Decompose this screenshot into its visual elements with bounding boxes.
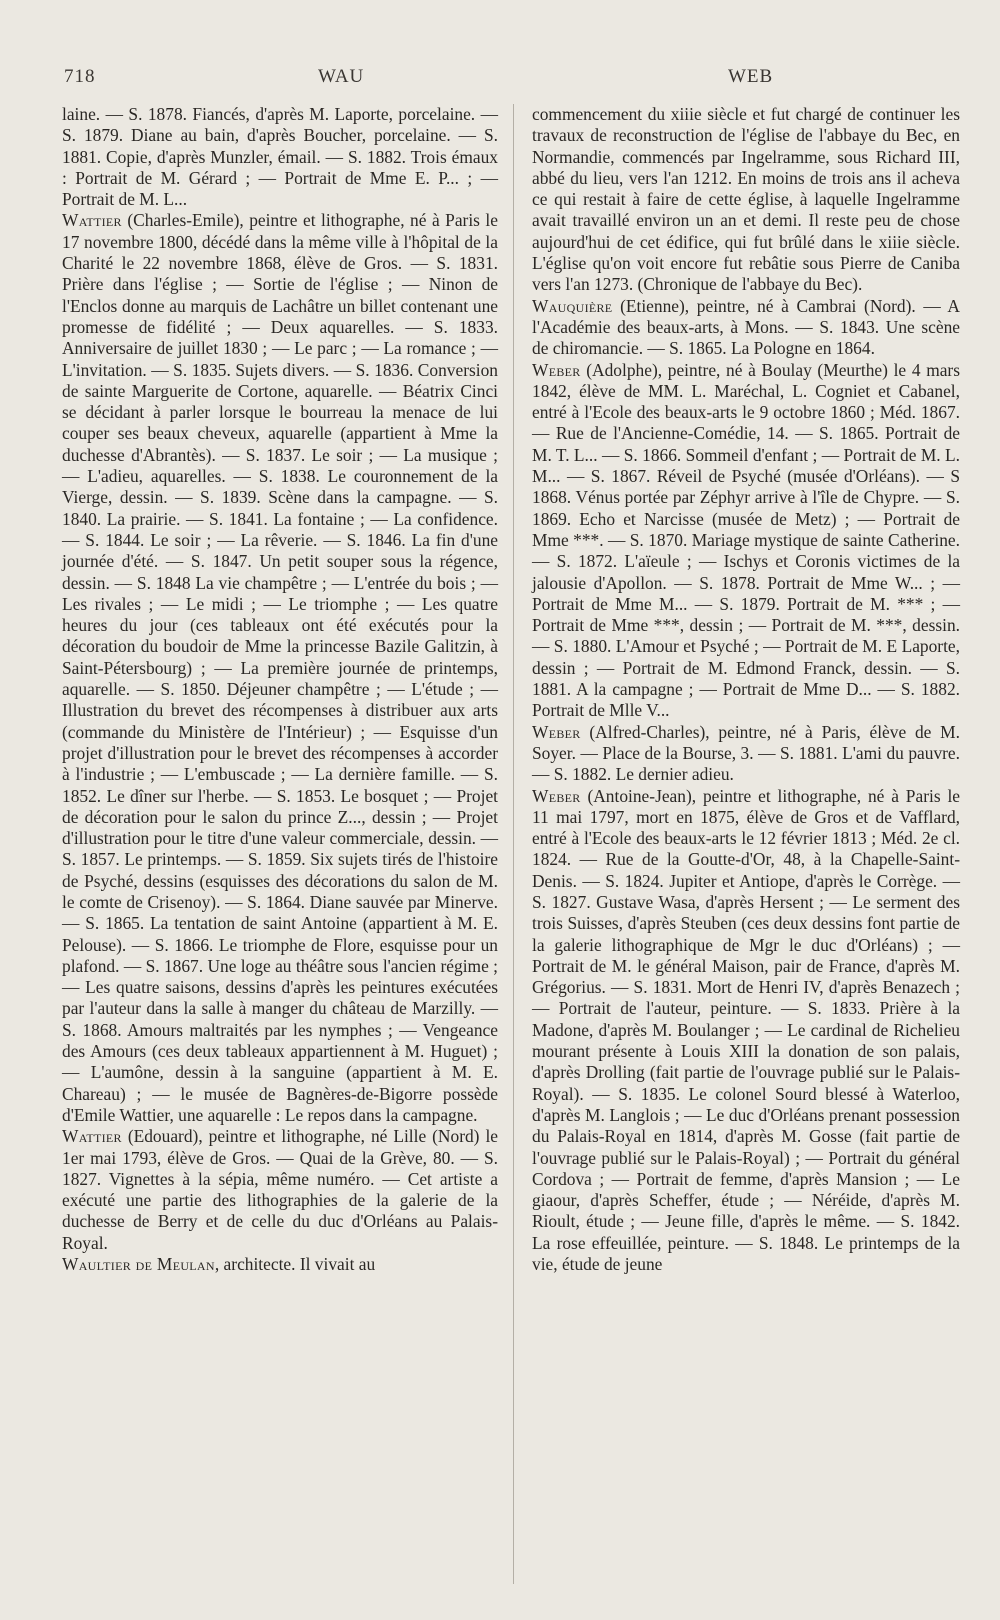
entry-continuation [62, 104, 498, 210]
entry-headword: Weber [532, 359, 581, 380]
running-header [60, 66, 960, 96]
entry-headword: Wauquière [532, 295, 613, 316]
entry-weber-alfred-charles [532, 722, 960, 786]
entry-weber-antoine-jean [532, 786, 960, 1276]
entry-text: (Adolphe), peintre, né à Boulay (Meurthe) le 4 mars 1842, élève de MM. L. Maréchal, L. Cogniet et Cabanel, entré à l'Ecole des beaux-arts le 9 octobre 1860 ; Méd. 1867. — Rue de l'Ancienne-Comédie, 14. — S. 1865. Portrait de M. T. L... — S. 1866. Sommeil d'enfant ; — Portrait de M. L. M... — S. 1867. Réveil de Psyché (musée d'Orléans). — S 1868. Vénus portée par Zéphyr arrive à l'île de Chypre. — S. 1869. Echo et Narcisse (musée de Metz) ; — Portrait de Mme ***. — S. 1870. Mariage mystique de sainte Catherine. — S. 1872. L'aïeule ; — Ischys et Coronis victimes de la jalousie d'Apollon. — S. 1878. Portrait de Mme W... ; — Portrait de Mme M... — S. 1879. Portrait de M. *** ; — Portrait de Mme ***, dessin ; — Portrait de M. ***, dessin. — S. 1880. L'Amour et Psyché ; — Portrait de M. E Laporte, dessin ; — Portrait de M. Edmond Franck, dessin. — S. 1881. A la campagne ; — Portrait de Mme D... — S. 1882. Portrait de Mlle V... [532, 359, 960, 721]
entry-headword: Wattier [62, 1126, 122, 1147]
entry-text: laine. — S. 1878. Fiancés, d'après M. Laporte, porcelaine. — S. 1879. Diane au bain, d'après Boucher, porcelaine. — S. 1881. Copie, d'après Munzler, émail. — S. 1882. Trois émaux : Portrait de M. Gérard ; — Portrait de Mme E. P... ; — Portrait de M. L... [62, 104, 498, 210]
entry-headword: Weber [532, 721, 581, 742]
entry-headword: Waultier de Meulan [62, 1254, 215, 1275]
right-column [532, 104, 960, 1275]
entry-text: , architecte. Il vivait au [214, 1254, 376, 1275]
entry-weber-adolphe [532, 360, 960, 722]
left-running-head: WAU [318, 66, 365, 87]
right-running-head: WEB [728, 66, 774, 87]
entry-text: (Edouard), peintre et lithographe, né Lille (Nord) le 1er mai 1793, élève de Gros. — Quai de la Grève, 80. — S. 1827. Vignettes à la sépia, même numéro. — Cet artiste a exécuté une partie des lithographies de la galerie de la duchesse de Berry et de celle du duc d'Orléans au Palais-Royal. [62, 1126, 498, 1253]
entry-wauquiere [532, 296, 960, 360]
entry-text: (Alfred-Charles), peintre, né à Paris, élève de M. Soyer. — Place de la Bourse, 3. — S. 1881. L'ami du pauvre. — S. 1882. Le dernier adieu. [532, 721, 960, 785]
entry-waultier-de-meulan [62, 1254, 498, 1275]
entry-text: (Etienne), peintre, né à Cambrai (Nord). — A l'Académie des beaux-arts, à Mons. — S. 1843. Une scène de chiromancie. — S. 1865. La Pologne en 1864. [532, 295, 960, 359]
page-number: 718 [64, 66, 96, 87]
entry-continuation [532, 104, 960, 296]
entry-text: (Antoine-Jean), peintre et lithographe, né à Paris le 11 mai 1797, mort en 1875, élève de Gros et de Vafflard, entré à l'Ecole des beaux-arts le 12 février 1813 ; Méd. 2e cl. 1824. — Rue de la Goutte-d'Or, 48, à la Chapelle-Saint-Denis. — S. 1824. Jupiter et Antiope, d'après le Corrège. — S. 1827. Gustave Wasa, d'après Hersent ; — Le serment des trois Suisses, d'après Steuben (ces deux dessins font partie de la galerie lithographique de Mgr le duc d'Orléans) ; — Portrait de M. le général Maison, pair de France, d'après M. Grégorius. — S. 1831. Mort de Henri IV, d'après Benazech ; — Portrait de l'auteur, peinture. — S. 1833. Prière à la Madone, d'après M. Boulanger ; — Le cardinal de Richelieu mourant présente à Louis XIII la donation de son palais, d'après Drolling (fait partie de l'ouvrage publié sur le Palais-Royal). — S. 1835. Le colonel Sourd blessé à Waterloo, d'après M. Langlois ; — Le duc d'Orléans prenant possession du Palais-Royal en 1814, d'après M. Gosse (fait partie de l'ouvrage publié sur le Palais-Royal) ; — Portrait du général Cordova ; — Portrait de femme, d'après Mansion ; — Le giaour, d'après Scheffer, étude ; — Néréide, d'après M. Rioult, étude ; — Jeune fille, d'après le même. — S. 1842. La rose effeuillée, peinture. — S. 1848. Le printemps de la vie, étude de jeune [532, 785, 960, 1275]
left-column [62, 104, 498, 1275]
entry-wattier-charles-emile [62, 210, 498, 1126]
entry-headword: Weber [532, 785, 581, 806]
entry-headword: Wattier [62, 210, 122, 231]
entry-wattier-edouard [62, 1126, 498, 1254]
entry-text: (Charles-Emile), peintre et lithographe, né à Paris le 17 novembre 1800, décédé dans la même ville à l'hôpital de la Charité le 22 novembre 1868, élève de Gros. — S. 1831. Prière dans l'église ; — Sortie de l'église ; — Ninon de l'Enclos donne au marquis de Lachâtre un billet contenant une promesse de fidélité ; — Deux aquarelles. — S. 1833. Anniversaire de juillet 1830 ; — Le parc ; — La romance ; — L'invitation. — S. 1835. Sujets divers. — S. 1836. Conversion de sainte Marguerite de Cortone, aquarelle. — Béatrix Cinci se décidant à parler lorsque le bourreau la menace de lui couper ses beaux cheveux, aquarelle (appartient à Mme la duchesse d'Abrantès). — S. 1837. Le soir ; — La musique ; — L'adieu, aquarelles. — S. 1838. Le couronnement de la Vierge, dessin. — S. 1839. Scène dans la campagne. — S. 1840. La prairie. — S. 1841. La fontaine ; — La confidence. — S. 1844. Le soir ; — La rêverie. — S. 1846. La fin d'une journée d'été. — S. 1847. Un petit souper sous la régence, dessin. — S. 1848 La vie champêtre ; — L'entrée du bois ; — Les rivales ; — Le midi ; — Le triomphe ; — Les quatre heures du jour (ces tableaux ont été exécutés pour la décoration du boudoir de Mme la princesse Bazile Galitzin, à Saint-Pétersbourg) ; — La première journée de printemps, aquarelle. — S. 1850. Déjeuner champêtre ; — L'étude ; — Illustration du brevet des récompenses à distribuer aux arts (commande du Ministère de l'Intérieur) ; — Esquisse d'un projet d'illustration pour le brevet des récompenses à accorder à l'industrie ; — L'embuscade ; — La dernière famille. — S. 1852. Le dîner sur l'herbe. — S. 1853. Le bosquet ; — Projet de décoration pour le salon du prince Z..., dessin ; — Projet d'illustration pour le titre d'une valeur commerciale, dessin. — S. 1857. Le printemps. — S. 1859. Six sujets tirés de l'histoire de Psyché, dessins (esquisses des décorations du salon de M. le comte de Crisenoy). — S. 1864. Diane sauvée par Minerve. — S. 1865. La tentation de saint Antoine (appartient à M. E. Pelouse). — S. 1866. Le triomphe de Flore, esquisse pour un plafond. — S. 1867. Une loge au théâtre sous l'ancien régime ; — Les quatre saisons, dessins d'après les peintures exécutées par l'auteur dans la salle à manger du château de Marzilly. — S. 1868. Amours maltraités par les nymphes ; — Vengeance des Amours (ces deux tableaux appartiennent à M. Huguet) ; — L'aumône, dessin à la sanguine (appartient à M. E. Chareau) ; — le musée de Bagnères-de-Bigorre possède d'Emile Wattier, une aquarelle : Le repos dans la campagne. [62, 210, 498, 1125]
entry-text: commencement du xiiie siècle et fut chargé de continuer les travaux de reconstruction de l'église de l'abbaye du Bec, en Normandie, commencés par Ingelramme, sous Richard III, abbé du lieu, vers l'an 1212. En moins de trois ans il acheva ce qui restait à faire de cette église, à laquelle Ingelramme avait travaillé environ un an et demi. Il reste peu de chose aujourd'hui de cet édifice, qui fut brûlé dans le xiiie siècle. L'église qu'on voit encore fut rebâtie sous Pierre de Caniba vers l'an 1273. (Chronique de l'abbaye du Bec). [532, 104, 960, 295]
column-divider [513, 104, 514, 1584]
